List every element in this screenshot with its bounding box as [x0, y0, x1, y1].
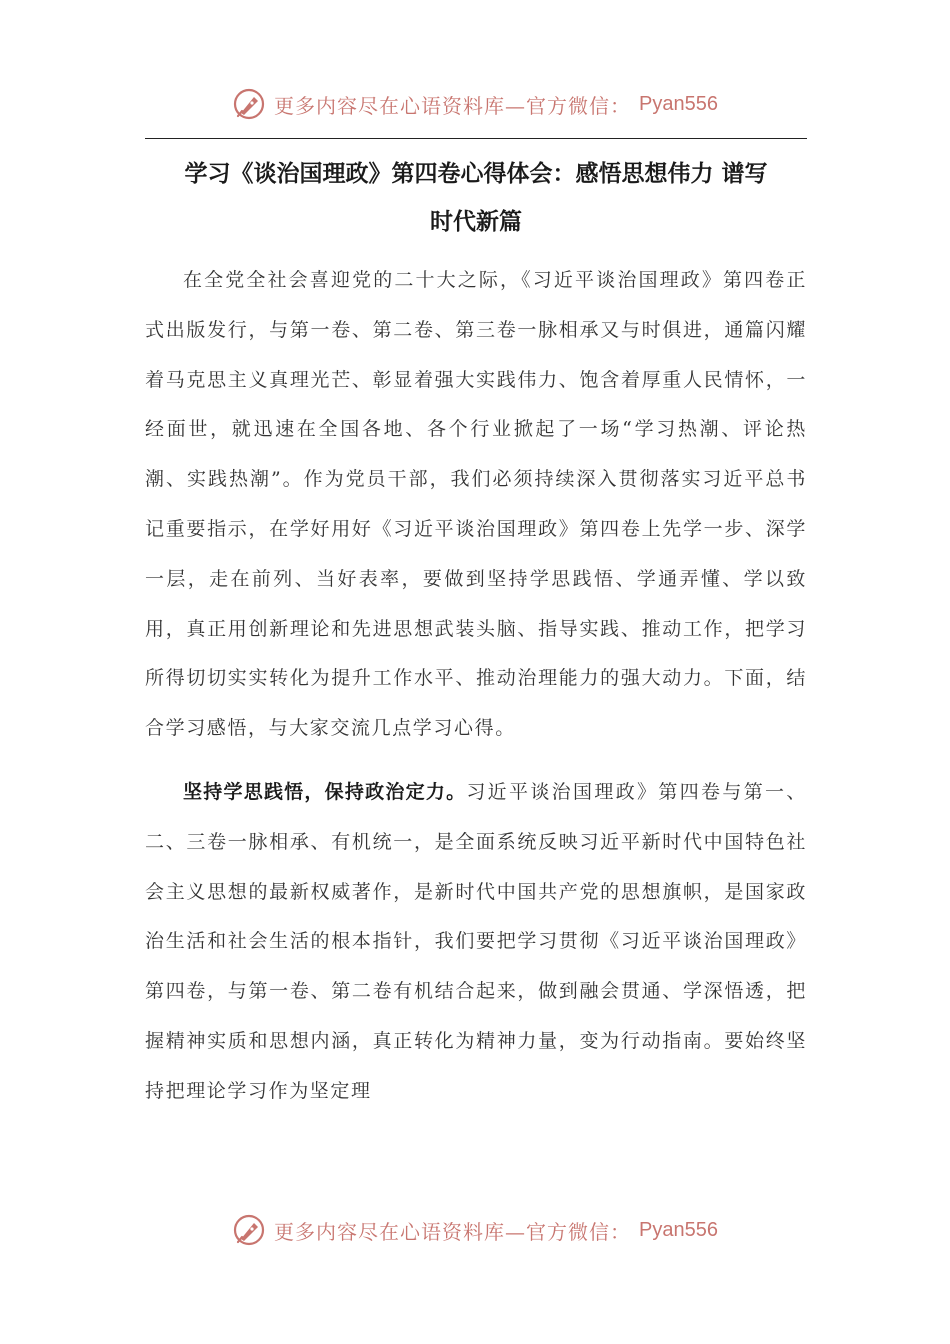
footer-banner	[0, 1210, 950, 1250]
document-title	[145, 150, 807, 246]
banner-text: 更多内容尽在心语资料库—官方微信：	[274, 93, 632, 118]
paragraph-intro: 在全党全社会喜迎党的二十大之际，《习近平谈治国理政》第四卷正式出版发行，与第一卷、第二卷、第三卷一脉相承又与时俱进，通篇闪耀着马克思主义真理光芒、彰显着强大实践伟力、饱含着厚重人民情怀，一经面世，就迅速在全国各地、各个行业掀起了一场“学习热潮、评论热潮、实践热潮”。作为党员干部，我们必须持续深入贯彻落实习近平总书记重要指示，在学好用好《习近平谈治国理政》第四卷上先学一步、深学一层，走在前列、当好表率，要做到坚持学思践悟、学通弄懂、学以致用，真正用创新理论和先进思想武装头脑、指导实践、推动工作，把学习所得切切实实转化为提升工作水平、推动治理能力的强大动力。下面，结合学习感悟，与大家交流几点学习心得。	[145, 269, 807, 740]
wechat-id: Pyan556	[639, 1218, 718, 1241]
document-body	[145, 150, 807, 1117]
paragraph-section-1	[145, 768, 807, 1117]
title-line-2: 时代新篇	[430, 209, 522, 235]
header-banner	[0, 84, 950, 124]
title-line-1: 学习《谈治国理政》第四卷心得体会：感悟思想伟力 谱写	[184, 161, 768, 187]
section-body: 习近平谈治国理政》第四卷与第一、二、三卷一脉相承、有机统一，是全面系统反映习近平新时代中国特色社会主义思想的最新权威著作，是新时代中国共产党的思想旗帜，是国家政治生活和社会生活的根本指针，我们要把学习贯彻《习近平谈治国理政》第四卷，与第一卷、第二卷有机结合起来，做到融会贯通、学深悟透，把握精神实质和思想内涵，真正转化为精神力量，变为行动指南。要始终坚持把理论学习作为坚定理	[145, 780, 807, 1102]
header-divider	[145, 138, 807, 139]
pen-nib-logo-icon	[232, 87, 266, 121]
banner-text: 更多内容尽在心语资料库—官方微信：	[274, 1219, 632, 1244]
pen-nib-logo-icon	[232, 1213, 266, 1247]
wechat-id: Pyan556	[639, 92, 718, 115]
section-heading: 坚持学思践悟，保持政治定力。	[183, 780, 467, 803]
